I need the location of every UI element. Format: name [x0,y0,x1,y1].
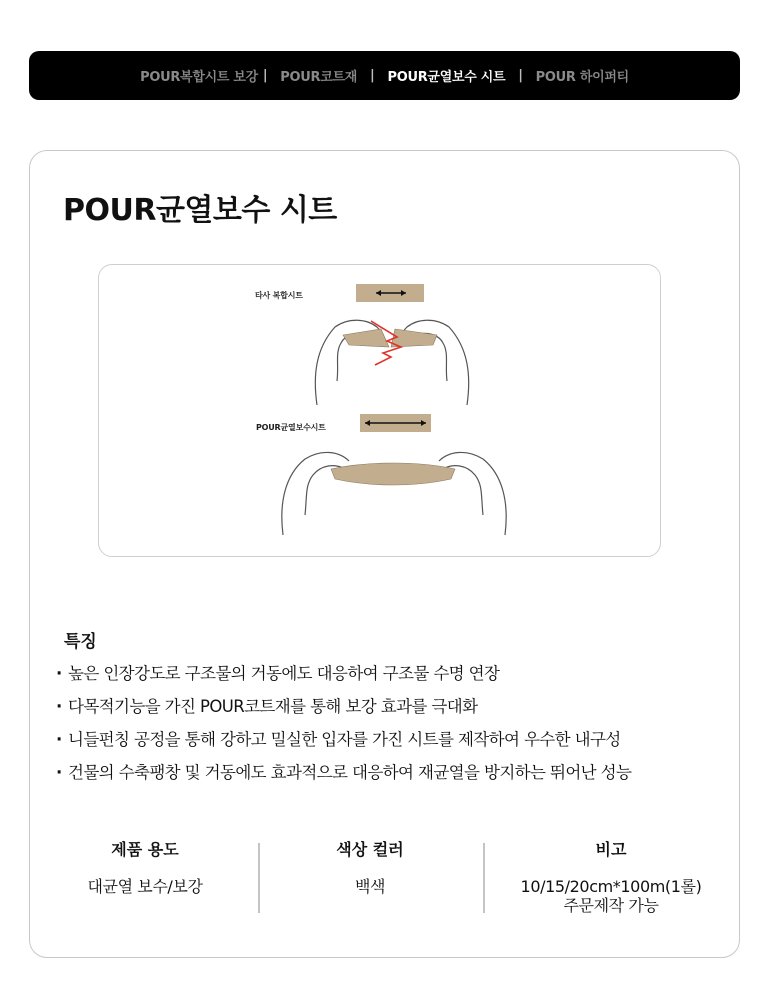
list-item [56,663,726,696]
features-list [56,663,726,795]
pour-sheet-label: POUR균열보수시트 [256,423,326,432]
spec-note [496,839,726,915]
spec-color [255,839,485,896]
top-navigation [29,51,740,100]
comparison-illustration [98,264,661,557]
nav-item-coating[interactable]: POUR코트재 [280,70,358,85]
feature-text: 건물의 수축팽창 및 거동에도 효과적으로 대응하여 재균열을 방지하는 뛰어난 성능 [68,763,632,782]
feature-text: 니들펀칭 공정을 통해 강하고 밀실한 입자를 가진 시트를 제작하여 우수한 내구성 [68,730,621,749]
top-hands-tearing [315,320,468,405]
competitor-sheet-label: 타사 복합시트 [255,291,303,300]
features-heading: 특징 [64,632,97,652]
bullet: · [56,664,62,683]
stretched-sheet [331,463,455,485]
spec-note-label: 비고 [595,840,627,859]
stretch-comparison-image [99,265,661,557]
spec-usage [30,839,260,896]
nav-separator: | [370,68,375,83]
feature-text: 다목적기능을 가진 POUR코트재를 통해 보강 효과를 극대화 [68,697,478,716]
feature-text: 높은 인장강도로 구조물의 거동에도 대응하여 구조물 수명 연장 [68,664,500,683]
spec-color-label: 색상 컬러 [336,840,404,859]
nav-separator: | [262,68,268,83]
nav-item-hyper-putty[interactable]: POUR 하이퍼티 [535,70,629,85]
spec-note-value [496,877,726,915]
bullet: · [56,763,62,782]
spec-usage-label: 제품 용도 [111,840,179,859]
spec-note-value-line2: 주문제작 가능 [563,896,659,915]
spec-usage-value: 대균열 보수/보강 [87,877,203,896]
nav-separator: | [518,68,523,83]
bullet: · [56,697,62,716]
spec-divider [483,843,485,913]
list-item [56,762,726,795]
page-title: POUR균열보수 시트 [63,193,337,228]
spec-color-value: 백색 [354,877,386,896]
nav-item-crack-repair-sheet[interactable]: POUR균열보수 시트 [387,70,506,85]
product-card [29,150,740,958]
spec-table [30,839,741,919]
spec-note-value-line1: 10/15/20cm*100m(1롤) [520,877,702,896]
list-item [56,696,726,729]
nav-item-composite-sheet[interactable]: POUR복합시트 보강 [140,70,258,85]
bullet: · [56,730,62,749]
list-item [56,729,726,762]
